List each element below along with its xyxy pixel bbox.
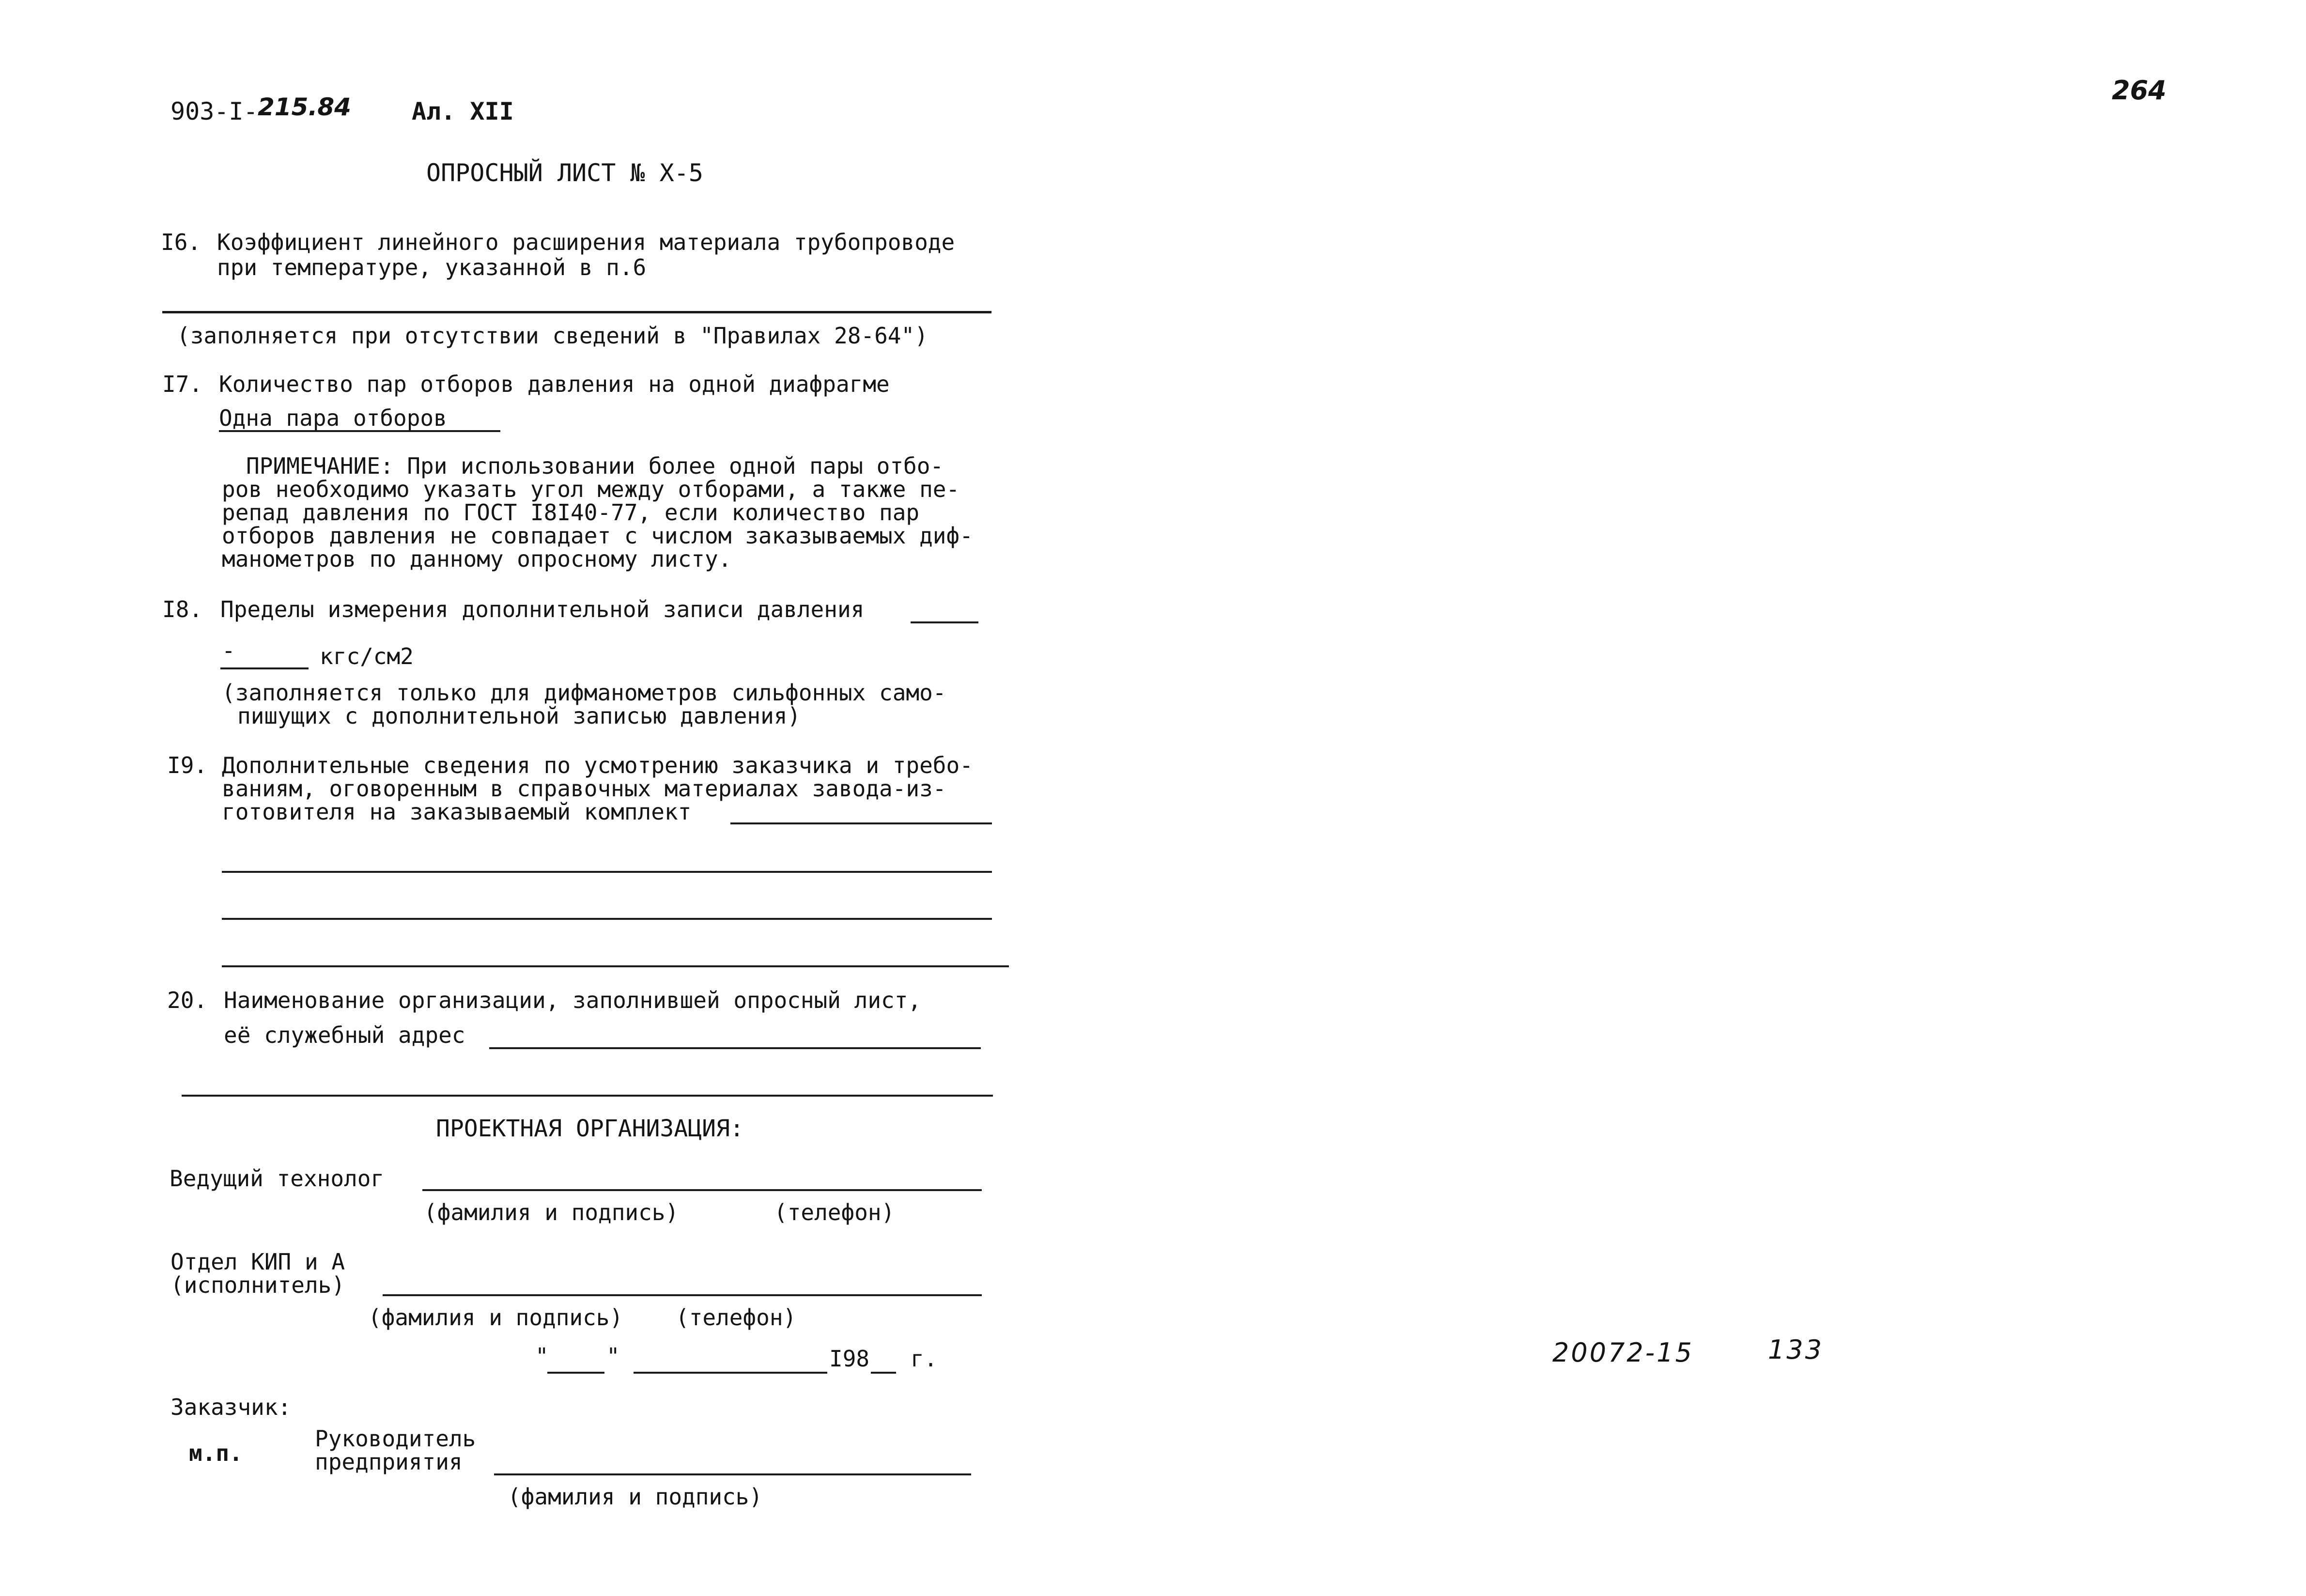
lead-technologist-phone-caption: (телефон) (774, 1199, 895, 1225)
item17-remark-line1: ПРИМЕЧАНИЕ: При использовании более одной пары отбо- (246, 453, 944, 479)
dept-signature-line[interactable] (383, 1294, 982, 1296)
date-day-line[interactable] (547, 1372, 604, 1374)
item17-answer: Одна пара отборов (219, 406, 500, 432)
page-title: ОПРОСНЫЙ ЛИСТ № X-5 (426, 159, 703, 187)
item18-note-line1: (заполняется только для дифманометров сильфонных само- (222, 680, 946, 706)
item16-number: I6. (161, 229, 201, 255)
customer-label: Заказчик: (170, 1394, 292, 1420)
item17-remark-line5: манометров по данному опросному листу. (222, 546, 732, 572)
date-year-suffix: г. (911, 1346, 938, 1372)
item18-text: Пределы измерения дополнительной записи давления (220, 596, 865, 622)
item18-range-from-line[interactable] (911, 621, 978, 623)
page-number-handwritten: 264 (2112, 75, 2167, 106)
item19-line2: ваниям, оговоренным в справочных материалах завода-из- (222, 775, 946, 802)
item20-address-line-1[interactable] (489, 1047, 981, 1049)
design-org-heading: ПРОЕКТНАЯ ОРГАНИЗАЦИЯ: (436, 1115, 744, 1142)
stamp-place-label: м.п. (189, 1440, 243, 1466)
item18-note-line2: пишущих с дополнительной записью давления) (237, 703, 801, 729)
enterprise-head-line2: предприятия (315, 1449, 463, 1475)
dept-sign-caption: (фамилия и подпись) (368, 1304, 623, 1331)
item17-remark-line4: отборов давления не совпадает с числом заказываемых диф- (222, 523, 973, 549)
date-year-line[interactable] (871, 1372, 896, 1374)
item19-answer-line-4[interactable] (222, 965, 1009, 967)
item19-line3: готовителя на заказываемый комплект (222, 799, 692, 825)
item16-note: (заполняется при отсутствии сведений в "Правилах 28-64") (177, 323, 928, 349)
item17-text: Количество пар отборов давления на одной диафрагме (219, 371, 890, 397)
item18-dash: - (222, 637, 235, 664)
item16-answer-line[interactable] (162, 311, 991, 313)
item19-answer-line-1[interactable] (730, 822, 992, 824)
item16-line1: Коэффициент линейного расширения материала трубопроводе (217, 229, 955, 255)
item18-number: I8. (162, 596, 203, 622)
item19-answer-line-3[interactable] (222, 918, 992, 920)
doc-code-handwritten: 215.84 (258, 93, 351, 121)
item17-number: I7. (162, 371, 203, 397)
lead-technologist-sign-caption: (фамилия и подпись) (424, 1199, 679, 1225)
date-year-prefix: I98 (829, 1346, 870, 1372)
doc-code-printed: 903-I- (170, 97, 258, 125)
enterprise-head-signature-line[interactable] (494, 1473, 971, 1475)
item20-number: 20. (167, 987, 208, 1013)
item16-line2: при температуре, указанной в п.6 (217, 254, 647, 280)
item19-answer-line-2[interactable] (222, 871, 992, 873)
date-close-quote: " (606, 1343, 620, 1369)
item18-range-to-line[interactable] (220, 667, 309, 669)
item20-line1: Наименование организации, заполнившей опросный лист, (224, 987, 922, 1013)
item17-remark-line3: репад давления по ГОСТ I8I40-77, если количество пар (222, 499, 920, 526)
dept-phone-caption: (телефон) (676, 1304, 797, 1331)
dept-label-line1: Отдел КИП и А (170, 1249, 345, 1275)
dept-label-line2: (исполнитель) (170, 1272, 345, 1298)
date-open-quote: " (535, 1343, 549, 1369)
enterprise-head-sign-caption: (фамилия и подпись) (508, 1484, 763, 1510)
item17-remark-line2: ров необходимо указать угол между отборами, а также пе- (222, 476, 960, 502)
album-number: Ал. XII (412, 97, 514, 125)
footer-sheet-handwritten: 133 (1768, 1334, 1824, 1365)
footer-code-handwritten: 20072-15 (1552, 1337, 1694, 1368)
item20-line2: её служебный адрес (224, 1022, 465, 1048)
item18-unit: кгс/см2 (320, 643, 414, 669)
item19-line1: Дополнительные сведения по усмотрению заказчика и требо- (222, 752, 973, 778)
enterprise-head-line1: Руководитель (315, 1426, 476, 1452)
date-month-line[interactable] (634, 1372, 827, 1374)
item19-number: I9. (167, 752, 208, 778)
item20-address-line-2[interactable] (182, 1095, 993, 1097)
lead-technologist-label: Ведущий технолог (170, 1165, 385, 1192)
lead-technologist-signature-line[interactable] (422, 1189, 982, 1191)
